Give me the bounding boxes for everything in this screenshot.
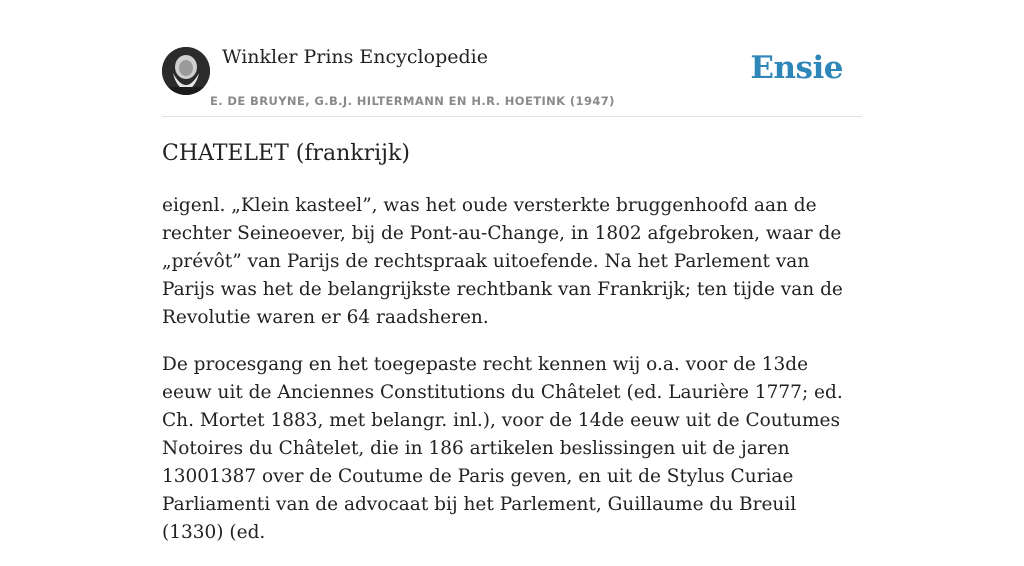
authors-line: E. DE BRUYNE, G.B.J. HILTERMANN EN H.R. HOETINK (1947): [210, 94, 615, 108]
paragraph: De procesgang en het toegepaste recht kennen wij o.a. voor de 13de eeuw uit de Anciennes Constitutions du Châtelet (ed. Laurière 1777; ed. Ch. Mortet 1883, met belangr. inl.), voor de 14de eeuw uit de Coutumes Notoires du Châtelet, die in 186 artikelen beslissingen uit de jaren 13001387 over de Coutume de Paris geven, en uit de Stylus Curiae Parliamenti van de advocaat bij het Parlement, Guillaume du Breuil (1330) (ed.: [162, 354, 843, 543]
paragraph: eigenl. „Klein kasteel”, was het oude versterkte bruggenhoofd aan de rechter Seineoever, bij de Pont-au-Change, in 1802 afgebroken, waar de „prévôt” van Parijs de rechtspraak uitoefende. Na het Parlement van Parijs was het de belangrijkste rechtbank van Frankrijk; ten tijde van de Revolutie waren er 64 raadsheren.: [162, 195, 843, 328]
page: [162, 0, 862, 543]
header: [162, 0, 862, 117]
author-portrait-avatar: [162, 47, 210, 95]
article-title: CHATELET (frankrijk): [162, 141, 410, 166]
article-body: [162, 192, 862, 566]
ensie-logo[interactable]: Ensie: [750, 50, 843, 86]
encyclopedia-title[interactable]: Winkler Prins Encyclopedie: [222, 46, 488, 68]
